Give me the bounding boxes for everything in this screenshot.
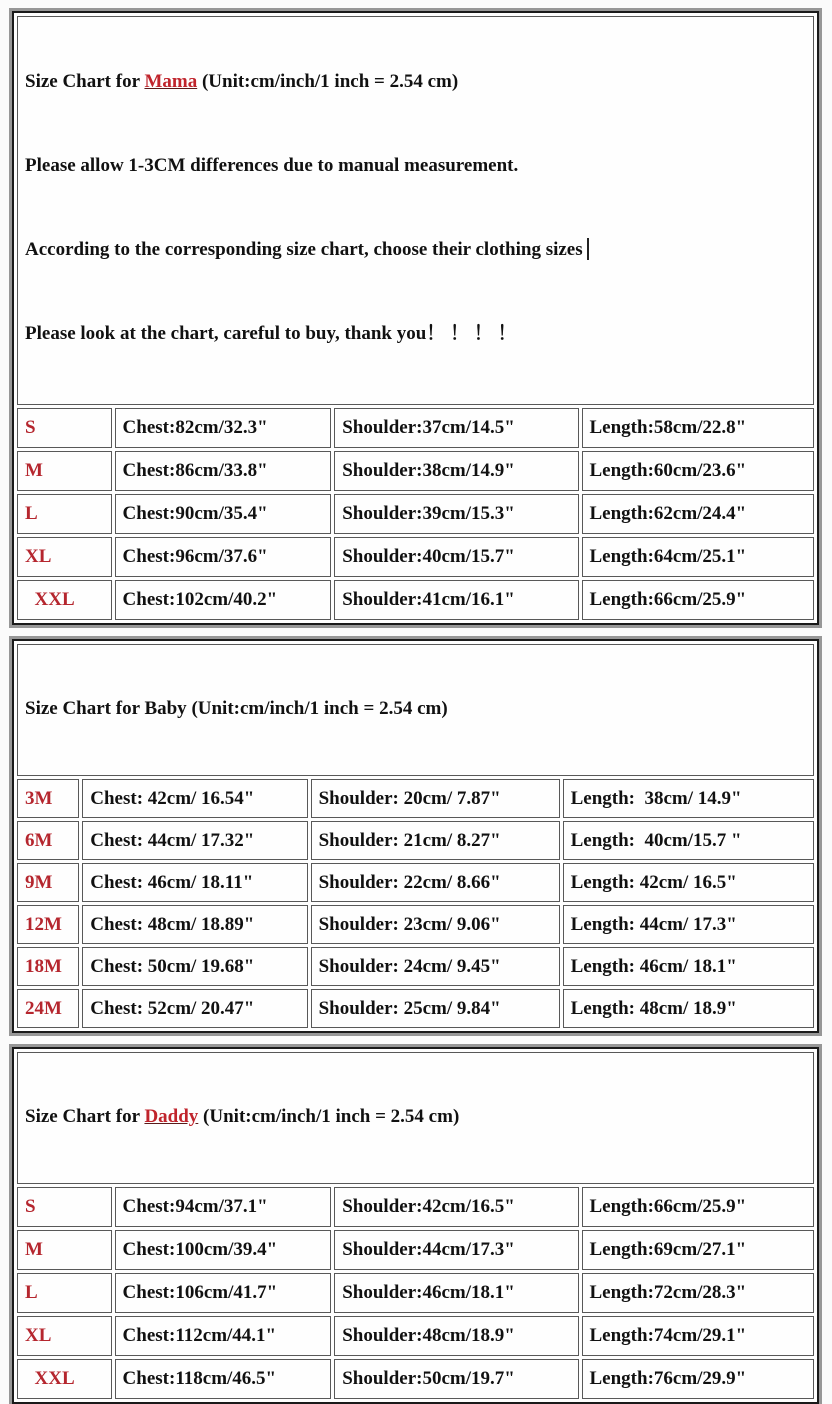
chest-cell: Chest: 46cm/ 18.11": [82, 863, 307, 902]
title-suffix: (Unit:cm/inch/1 inch = 2.54 cm): [186, 698, 448, 719]
mama-header-cell: [17, 16, 814, 405]
chest-cell: Chest: 42cm/ 16.54": [82, 779, 307, 818]
shoulder-cell: Shoulder:41cm/16.1": [334, 580, 578, 620]
chest-cell: Chest: 50cm/ 19.68": [82, 947, 307, 986]
table-row: [17, 1273, 814, 1313]
table-row: [17, 1359, 814, 1399]
chest-cell: Chest:90cm/35.4": [115, 494, 332, 534]
shoulder-cell: Shoulder:48cm/18.9": [334, 1316, 578, 1356]
title-prefix: Size Chart for: [25, 1106, 145, 1127]
chest-cell: Chest:106cm/41.7": [115, 1273, 332, 1313]
size-cell: XXL: [17, 1359, 112, 1399]
header-row: [17, 1052, 814, 1184]
size-cell: XL: [17, 537, 112, 577]
size-cell: M: [17, 451, 112, 491]
length-cell: Length: 44cm/ 17.3": [563, 905, 814, 944]
chest-cell: Chest: 44cm/ 17.32": [82, 821, 307, 860]
title-suffix: (Unit:cm/inch/1 inch = 2.54 cm): [198, 1106, 460, 1127]
shoulder-cell: Shoulder: 22cm/ 8.66": [311, 863, 560, 902]
length-cell: Length: 40cm/15.7 ": [563, 821, 814, 860]
shoulder-cell: Shoulder:37cm/14.5": [334, 408, 578, 448]
daddy-header-cell: [17, 1052, 814, 1184]
chest-cell: Chest:118cm/46.5": [115, 1359, 332, 1399]
size-cell: S: [17, 1187, 112, 1227]
shoulder-cell: Shoulder:50cm/19.7": [334, 1359, 578, 1399]
chest-cell: Chest:82cm/32.3": [115, 408, 332, 448]
table-row: [17, 537, 814, 577]
length-cell: Length:62cm/24.4": [582, 494, 815, 534]
title-suffix: (Unit:cm/inch/1 inch = 2.54 cm): [197, 71, 459, 92]
text-cursor: [587, 238, 589, 260]
chest-cell: Chest: 48cm/ 18.89": [82, 905, 307, 944]
size-cell: XXL: [17, 580, 112, 620]
section-title-daddy: [25, 1105, 807, 1129]
baby-name: Baby: [144, 698, 187, 719]
length-cell: Length: 38cm/ 14.9": [563, 779, 814, 818]
table-row: [17, 494, 814, 534]
table-row: [17, 1316, 814, 1356]
chest-cell: Chest:94cm/37.1": [115, 1187, 332, 1227]
size-cell: M: [17, 1230, 112, 1270]
chest-cell: Chest:112cm/44.1": [115, 1316, 332, 1356]
length-cell: Length:60cm/23.6": [582, 451, 815, 491]
size-chart-table-mama: [12, 11, 819, 625]
shoulder-cell: Shoulder: 24cm/ 9.45": [311, 947, 560, 986]
table-row: [17, 1230, 814, 1270]
daddy-link[interactable]: Daddy: [144, 1106, 199, 1127]
length-cell: Length: 46cm/ 18.1": [563, 947, 814, 986]
note-measurement: Please allow 1-3CM differences due to manual measurement.: [25, 155, 519, 176]
length-cell: Length: 42cm/ 16.5": [563, 863, 814, 902]
section-title-baby: [25, 697, 807, 721]
table-row: [17, 905, 814, 944]
header-row: [17, 644, 814, 776]
header-row: [17, 16, 814, 405]
chest-cell: Chest:100cm/39.4": [115, 1230, 332, 1270]
shoulder-cell: Shoulder: 20cm/ 7.87": [311, 779, 560, 818]
size-cell: 3M: [17, 779, 79, 818]
note-choose-size: According to the corresponding size chart, choose their clothing sizes: [25, 238, 807, 262]
size-chart-table-daddy: [12, 1047, 819, 1404]
length-cell: Length:76cm/29.9": [582, 1359, 815, 1399]
chest-cell: Chest:96cm/37.6": [115, 537, 332, 577]
size-cell: 18M: [17, 947, 79, 986]
shoulder-cell: Shoulder:44cm/17.3": [334, 1230, 578, 1270]
shoulder-cell: Shoulder: 25cm/ 9.84": [311, 989, 560, 1028]
size-cell: S: [17, 408, 112, 448]
size-cell: 6M: [17, 821, 79, 860]
size-cell: XL: [17, 1316, 112, 1356]
table-row: [17, 989, 814, 1028]
length-cell: Length:58cm/22.8": [582, 408, 815, 448]
table-row: [17, 408, 814, 448]
size-cell: L: [17, 494, 112, 534]
table-row: [17, 821, 814, 860]
shoulder-cell: Shoulder: 23cm/ 9.06": [311, 905, 560, 944]
length-cell: Length:66cm/25.9": [582, 580, 815, 620]
table-row: [17, 779, 814, 818]
shoulder-cell: Shoulder: 21cm/ 8.27": [311, 821, 560, 860]
size-cell: 24M: [17, 989, 79, 1028]
note-careful-buy: Please look at the chart, careful to buy, thank you！ ！ ！ ！: [25, 323, 517, 344]
shoulder-cell: Shoulder:40cm/15.7": [334, 537, 578, 577]
length-cell: Length:64cm/25.1": [582, 537, 815, 577]
size-cell: L: [17, 1273, 112, 1313]
size-cell: 9M: [17, 863, 79, 902]
size-cell: 12M: [17, 905, 79, 944]
table-row: [17, 863, 814, 902]
mama-link[interactable]: Mama: [144, 71, 198, 92]
baby-header-cell: [17, 644, 814, 776]
section-title-mama: [25, 70, 807, 94]
table-row: [17, 1187, 814, 1227]
length-cell: Length:69cm/27.1": [582, 1230, 815, 1270]
length-cell: Length:74cm/29.1": [582, 1316, 815, 1356]
title-prefix: Size Chart for: [25, 71, 145, 92]
length-cell: Length: 48cm/ 18.9": [563, 989, 814, 1028]
shoulder-cell: Shoulder:39cm/15.3": [334, 494, 578, 534]
table-row: [17, 947, 814, 986]
shoulder-cell: Shoulder:42cm/16.5": [334, 1187, 578, 1227]
table-row: [17, 580, 814, 620]
size-chart-table-baby: [12, 639, 819, 1033]
title-prefix: Size Chart for: [25, 698, 145, 719]
chest-cell: Chest:102cm/40.2": [115, 580, 332, 620]
chest-cell: Chest: 52cm/ 20.47": [82, 989, 307, 1028]
shoulder-cell: Shoulder:46cm/18.1": [334, 1273, 578, 1313]
length-cell: Length:72cm/28.3": [582, 1273, 815, 1313]
length-cell: Length:66cm/25.9": [582, 1187, 815, 1227]
chest-cell: Chest:86cm/33.8": [115, 451, 332, 491]
table-row: [17, 451, 814, 491]
shoulder-cell: Shoulder:38cm/14.9": [334, 451, 578, 491]
